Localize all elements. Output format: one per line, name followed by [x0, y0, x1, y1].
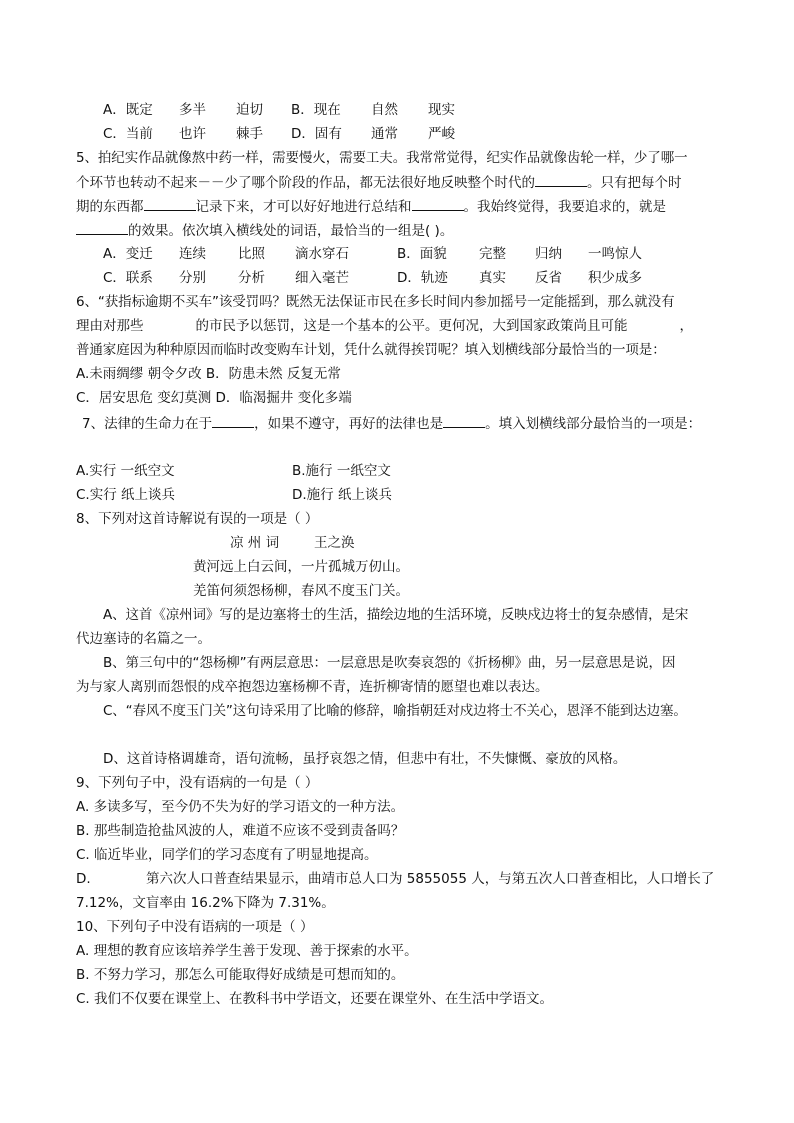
q7-option-d: D.施行 纸上谈兵 — [292, 487, 392, 503]
q6-line2 — [76, 316, 693, 336]
q9-stem: 9、下列句子中，没有语病的一句是（ ） — [76, 775, 319, 791]
q6-line2-mid: 的市民予以惩罚，这是一个基本的公平。更何况，大到国家政策尚且可能 — [195, 318, 628, 334]
q5-line3-mid: 记录下来，才可以好好地进行总结和 — [195, 199, 412, 215]
q4-option-b-word3: 现实 — [428, 102, 455, 118]
q6-options-cd: C．居安思危 变幻莫测 D．临渴掘井 变化多端 — [76, 390, 352, 406]
q6-line2-tail: ， — [679, 318, 693, 334]
q5-blank-1 — [535, 172, 587, 187]
q4-option-c-word3: 棘手 — [236, 126, 263, 142]
q6-line2-text: 理由对那些 — [76, 318, 144, 334]
q8-stem: 8、下列对这首诗解说有误的一项是（ ） — [76, 511, 319, 527]
poem-title: 凉 州 词 — [230, 535, 280, 551]
q7-option-c: C.实行 纸上谈兵 — [76, 487, 176, 503]
q7-options-cd — [76, 485, 392, 505]
q5-option-c-w2: 分别 — [179, 270, 206, 286]
q5-option-b-w4: 一鸣惊人 — [588, 246, 642, 262]
q10-option-b: B. 不努力学习，那怎么可能取得好成绩是可想而知的。 — [76, 967, 405, 983]
q5-line2 — [76, 172, 682, 192]
q4-option-a: A．既定 — [103, 102, 153, 118]
q5-blank-2 — [144, 196, 196, 211]
q4-options-cd — [103, 124, 455, 144]
q5-option-b-w3: 归纳 — [535, 246, 562, 262]
q9-option-d-text: 第六次人口普查结果显示，曲靖市总人口为 5855055 人，与第五次人口普查相比，人口增长了 — [146, 871, 715, 887]
q7-blank-1 — [212, 413, 254, 428]
q5-options-cd — [103, 268, 642, 288]
q4-option-c: C．当前 — [103, 126, 153, 142]
poem-line-2: 羌笛何须怨杨柳，春风不度玉门关。 — [193, 583, 409, 599]
q10-option-c: C. 我们不仅要在课堂上、在教科书中学语文，还要在课堂外、在生活中学语文。 — [76, 991, 554, 1007]
q5-option-a-w4: 滴水穿石 — [295, 246, 349, 262]
q5-line2-text: 个环节也转动不起来－－少了哪个阶段的作品，都无法很好地反映整个时代的 — [76, 175, 535, 191]
q4-option-a-word2: 多半 — [179, 102, 206, 118]
q5-option-c: C．联系 — [103, 270, 153, 286]
q5-line1: 5、拍纪实作品就像熬中药一样，需要慢火，需要工夫。我常常觉得，纪实作品就像齿轮一样，少了哪一 — [76, 150, 688, 166]
q9-option-d-line2: 7.12%，文盲率由 16.2%下降为 7.31%。 — [76, 895, 335, 911]
q5-line2-tail: 。只有把每个时 — [587, 175, 682, 191]
q5-option-b-w2: 完整 — [479, 246, 506, 262]
q9-option-a: A. 多读多写，至今仍不失为好的学习语文的一种方法。 — [76, 799, 405, 815]
q6-line1: 6、“获指标逾期不买车”该受罚吗？既然无法保证市民在多长时间内参加摇号一定能摇到，那么就没有 — [76, 294, 675, 310]
q10-stem: 10、下列句子中没有语病的一项是（ ） — [76, 919, 314, 935]
q5-line3-text: 期的东西都 — [76, 199, 144, 215]
q7-options-ab — [76, 461, 391, 481]
q7-blank-2 — [443, 413, 485, 428]
q4-option-a-word3: 迫切 — [236, 102, 263, 118]
q8-option-d-line1: D、这首诗格调雄奇，语句流畅，虽抒哀怨之情，但悲中有壮，不失慷慨、豪放的风格。 — [103, 751, 627, 767]
q8-option-a-line1: A、这首《凉州词》写的是边塞将士的生活，描绘边地的生活环境，反映戍边将士的复杂感情，是宋 — [103, 607, 689, 623]
q4-options-ab — [103, 100, 455, 120]
q8-option-c-line1: C、“春风不度玉门关”这句诗采用了比喻的修辞，喻指朝廷对戍边将士不关心，恩泽不能到达边塞。 — [103, 703, 687, 719]
q4-option-b-word2: 自然 — [371, 102, 398, 118]
q7-line1-mid: ，如果不遵守，再好的法律也是 — [254, 416, 444, 432]
q5-option-d-w4: 积少成多 — [588, 270, 642, 286]
q5-option-d-w2: 真实 — [479, 270, 506, 286]
q7-option-a: A.实行 一纸空文 — [76, 463, 175, 479]
q4-option-d-word3: 严峻 — [428, 126, 455, 142]
q5-blank-3 — [412, 196, 464, 211]
poem-author: 王之涣 — [314, 535, 355, 551]
q9-option-d-line1 — [76, 869, 714, 889]
q4-option-d-word2: 通常 — [371, 126, 398, 142]
q6-options-ab: A.未雨绸缪 朝令夕改 B．防患未然 反复无常 — [76, 366, 341, 382]
q5-options-ab — [103, 244, 642, 264]
q5-option-a-w2: 连续 — [179, 246, 206, 262]
q5-option-c-w4: 细入毫芒 — [295, 270, 349, 286]
q5-option-c-w3: 分析 — [238, 270, 265, 286]
q10-option-a: A. 理想的教育应该培养学生善于发现、善于探索的水平。 — [76, 943, 418, 959]
q4-option-d: D．固有 — [291, 126, 342, 142]
q4-option-b: B．现在 — [291, 102, 341, 118]
q7-line1-text: 7、法律的生命力在于 — [82, 416, 213, 432]
q5-option-d-w3: 反省 — [535, 270, 562, 286]
q5-line3 — [76, 196, 666, 216]
q5-line4 — [76, 220, 453, 240]
q7-line1-tail: 。填入划横线部分最恰当的一项是： — [485, 416, 702, 432]
q5-option-b: B．面貌 — [397, 246, 447, 262]
q4-option-c-word2: 也许 — [179, 126, 206, 142]
q5-line4-text: 的效果。依次填入横线处的词语，最恰当的一组是( )。 — [128, 223, 454, 239]
q5-line3-tail: 。我始终觉得，我要追求的，就是 — [463, 199, 666, 215]
q6-line3: 普通家庭因为种种原因而临时改变购车计划，凭什么就得挨罚呢？填入划横线部分最恰当的一项是： — [76, 342, 666, 358]
q5-option-d: D．轨迹 — [397, 270, 448, 286]
q5-option-a-w3: 比照 — [238, 246, 265, 262]
poem-heading — [230, 533, 355, 553]
q7-line1 — [82, 413, 701, 433]
q8-option-a-line2: 代边塞诗的名篇之一。 — [76, 631, 211, 647]
q5-blank-4 — [76, 220, 128, 235]
q9-option-c: C. 临近毕业，同学们的学习态度有了明显地提高。 — [76, 847, 378, 863]
q5-option-a: A．变迁 — [103, 246, 153, 262]
poem-line-1: 黄河远上白云间，一片孤城万仞山。 — [193, 559, 409, 575]
q8-option-b-line1: B、第三句中的“怨杨柳”有两层意思：一层意思是吹奏哀怨的《折杨柳》曲，另一层意思是说，因 — [103, 655, 676, 671]
q8-option-b-line2: 为与家人离别而怨恨的戍卒抱怨边塞杨柳不青，连折柳寄情的愿望也难以表达。 — [76, 679, 549, 695]
q9-option-b: B. 那些制造抢盐风波的人，难道不应该不受到责备吗？ — [76, 823, 405, 839]
q7-option-b: B.施行 一纸空文 — [292, 463, 391, 479]
q9-option-d-label: D. — [76, 871, 91, 887]
